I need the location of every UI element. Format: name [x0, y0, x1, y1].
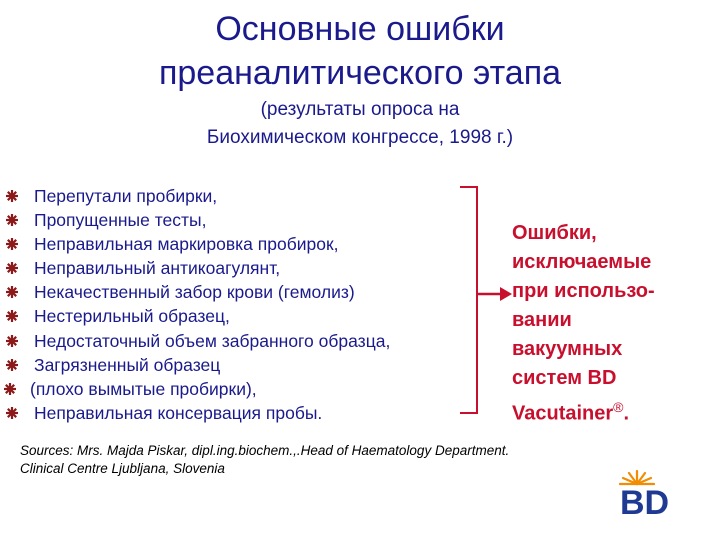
list-item-text: Перепутали пробирки,: [34, 186, 218, 206]
conclusion-last-line: [512, 393, 655, 429]
list-item-text: Некачественный забор крови (гемолиз): [34, 282, 355, 303]
list-item-text: Пропущенные тесты,: [34, 210, 207, 231]
conclusion-line: вакуумных: [512, 338, 623, 360]
conclusion-line: при использо-: [512, 280, 655, 302]
bullet-icon: [6, 359, 18, 371]
list-item: [6, 304, 390, 328]
arrow-right-icon: [478, 284, 512, 304]
logo-text: BD: [620, 484, 670, 522]
registered-mark: ®: [613, 399, 624, 415]
sources-note: [20, 442, 660, 478]
list-item-text: Загрязненный образец: [34, 354, 221, 375]
list-item: [6, 377, 390, 401]
bullet-icon: [6, 286, 18, 298]
grouping-bracket: [460, 186, 478, 414]
subtitle-line1: (результаты опроса на: [260, 99, 460, 120]
list-item: [6, 256, 390, 280]
error-list: [6, 184, 390, 425]
bullet-icon: [6, 214, 18, 226]
list-item-text: Неправильный антикоагулянт,: [34, 258, 281, 279]
sources-line1: Sources: Mrs. Majda Piskar, dipl.ing.biochem.,.Head of Haematology Department.: [20, 443, 510, 458]
period: .: [623, 402, 630, 425]
list-item-text: Недостаточный объем забранного образца,: [34, 330, 391, 351]
list-item: [6, 401, 390, 425]
sunburst-icon: [620, 471, 654, 484]
conclusion-line: систем BD: [512, 367, 617, 389]
conclusion-line: Ошибки,: [512, 222, 597, 244]
list-item-text: (плохо вымытые пробирки),: [30, 378, 257, 399]
list-item-text: Неправильная маркировка пробирок,: [34, 234, 339, 255]
bullet-icon: [4, 383, 16, 395]
list-item: [6, 353, 390, 377]
list-item-text: Нестерильный образец,: [34, 306, 230, 327]
page-title-line1: Основные ошибки: [215, 10, 505, 48]
list-item-text: Неправильная консервация пробы.: [34, 402, 323, 423]
bd-logo: [610, 468, 710, 522]
bullet-icon: [6, 262, 18, 274]
page-title-line2: преаналитического этапа: [158, 54, 562, 92]
list-item: [6, 280, 390, 304]
list-item: [6, 329, 390, 353]
conclusion-line: вании: [512, 309, 572, 331]
bullet-icon: [6, 238, 18, 250]
bullet-icon: [6, 310, 18, 322]
conclusion-line: исключаемые: [512, 251, 652, 273]
bullet-icon: [6, 407, 18, 419]
bullet-icon: [6, 190, 18, 202]
bullet-icon: [6, 335, 18, 347]
brand-name: Vacutainer: [512, 402, 614, 425]
subtitle-line2: Биохимическом конгрессе, 1998 г.): [206, 127, 514, 148]
list-item: [6, 232, 390, 256]
list-item: [6, 184, 390, 208]
list-item: [6, 208, 390, 232]
sources-line2: Clinical Centre Ljubljana, Slovenia: [20, 461, 225, 476]
conclusion-text: [512, 219, 655, 429]
